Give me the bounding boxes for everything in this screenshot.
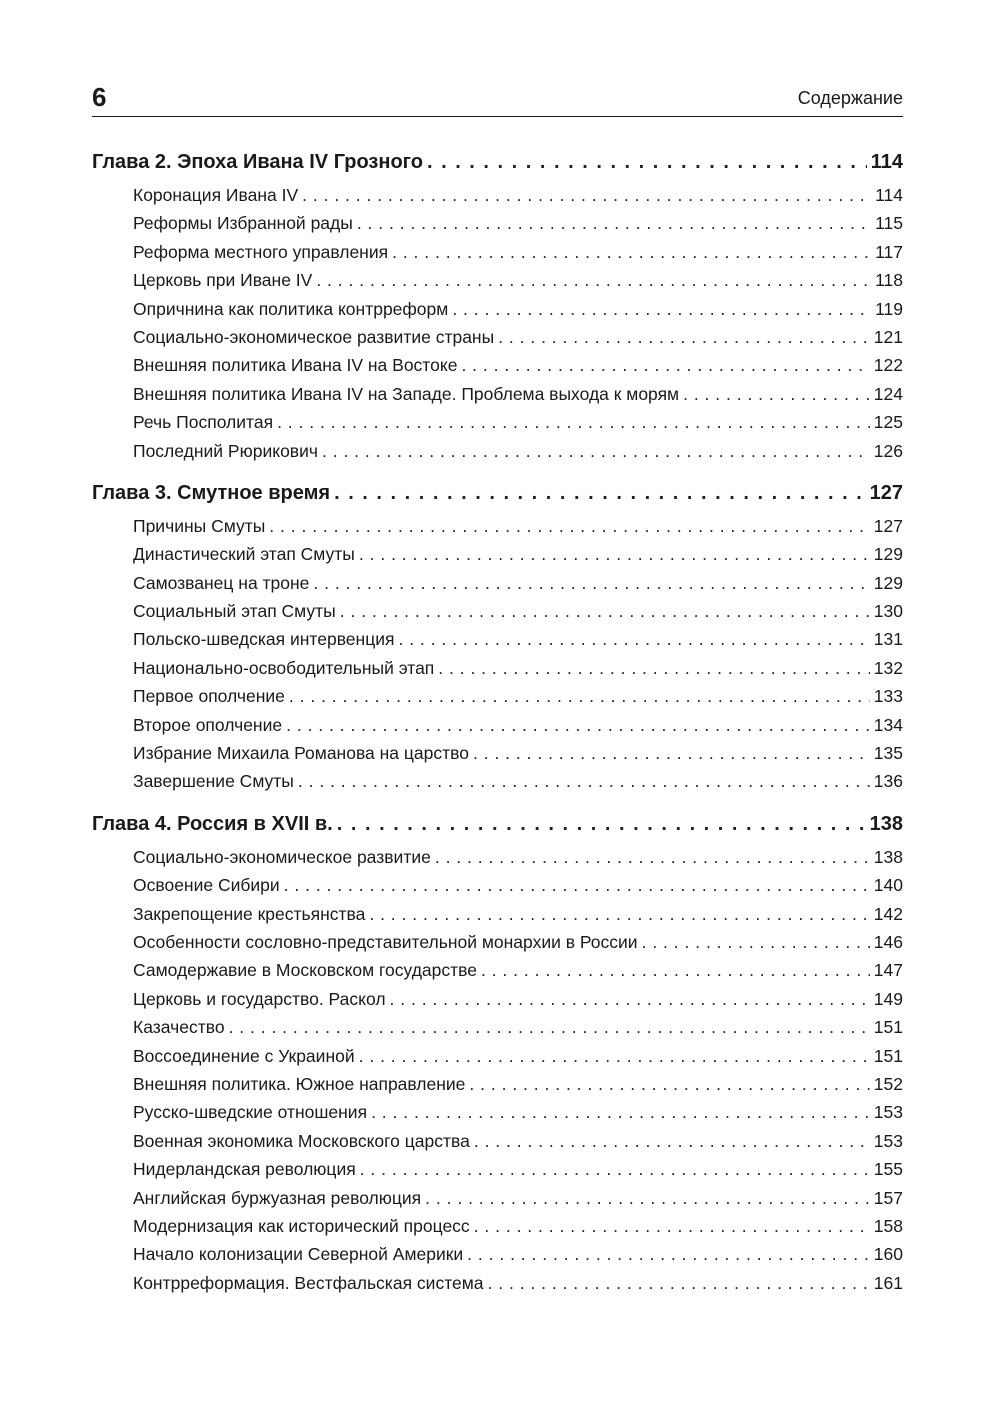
toc-entry bbox=[92, 711, 903, 739]
section-title: Национально-освободительный этап bbox=[133, 657, 435, 678]
section-page-number: 131 bbox=[873, 629, 903, 650]
toc-chapter bbox=[92, 146, 903, 465]
section-page-number: 157 bbox=[873, 1187, 903, 1208]
dot-leader bbox=[392, 238, 871, 266]
section-title: Завершение Смуты bbox=[133, 771, 294, 792]
section-title: Особенности сословно-представительной монархии в России bbox=[133, 931, 638, 952]
dot-leader bbox=[473, 739, 870, 767]
section-page-number: 119 bbox=[875, 298, 903, 319]
section-title: Избрание Михаила Романова на царство bbox=[133, 743, 469, 764]
section-page-number: 130 bbox=[873, 601, 903, 622]
toc-entry bbox=[92, 351, 903, 379]
dot-leader bbox=[286, 711, 870, 739]
dot-leader bbox=[229, 1013, 870, 1041]
section-page-number: 136 bbox=[873, 771, 903, 792]
section-title: Династический этап Смуты bbox=[133, 544, 355, 565]
section-page-number: 133 bbox=[873, 686, 903, 707]
dot-leader bbox=[452, 295, 871, 323]
section-title: Внешняя политика Ивана IV на Востоке bbox=[133, 355, 458, 376]
section-title: Коронация Ивана IV bbox=[133, 185, 299, 205]
section-page-number: 151 bbox=[873, 1045, 903, 1066]
dot-leader bbox=[461, 351, 869, 379]
section-page-number: 135 bbox=[873, 743, 903, 764]
toc-entry bbox=[92, 512, 903, 540]
chapter-title: Глава 4. Россия в XVII в. bbox=[92, 812, 333, 835]
section-page-number: 151 bbox=[873, 1017, 903, 1038]
section-page-number: 153 bbox=[873, 1102, 903, 1123]
toc-entry bbox=[92, 1127, 903, 1155]
toc-entry bbox=[92, 408, 903, 436]
dot-leader bbox=[340, 597, 870, 625]
toc-chapter bbox=[92, 808, 903, 1297]
toc-entry bbox=[92, 1013, 903, 1041]
section-title: Социально-экономическое развитие bbox=[133, 846, 431, 867]
section-page-number: 152 bbox=[873, 1073, 903, 1094]
dot-leader bbox=[474, 1127, 870, 1155]
section-title: Освоение Сибири bbox=[133, 875, 280, 896]
section-page-number: 122 bbox=[873, 355, 903, 376]
toc-entry bbox=[92, 209, 903, 237]
section-title: Социальный этап Смуты bbox=[133, 601, 336, 622]
toc-entry bbox=[92, 437, 903, 465]
section-title: Первое ополчение bbox=[133, 686, 285, 707]
chapter-page-number: 114 bbox=[870, 151, 903, 173]
chapter-heading bbox=[92, 808, 903, 840]
section-title: Социально-экономическое развитие страны bbox=[133, 326, 495, 347]
section-title: Последний Рюрикович bbox=[133, 440, 318, 461]
section-title: Внешняя политика Ивана IV на Западе. Проблема выхода к морям bbox=[133, 383, 680, 404]
section-page-number: 146 bbox=[873, 931, 903, 952]
dot-leader bbox=[435, 843, 870, 871]
toc-entry bbox=[92, 985, 903, 1013]
dot-leader bbox=[488, 1269, 870, 1297]
dot-leader bbox=[298, 767, 870, 795]
chapter-page-number: 127 bbox=[869, 481, 903, 504]
section-page-number: 158 bbox=[873, 1215, 903, 1236]
dot-leader bbox=[316, 266, 871, 294]
dot-leader bbox=[334, 477, 866, 509]
section-title: Речь Посполитая bbox=[133, 412, 274, 433]
dot-leader bbox=[313, 569, 869, 597]
section-title: Казачество bbox=[133, 1017, 225, 1038]
section-title: Причины Смуты bbox=[133, 515, 266, 536]
toc-entry bbox=[92, 569, 903, 597]
dot-leader bbox=[683, 380, 870, 408]
toc-entry bbox=[92, 266, 903, 294]
chapter-heading bbox=[92, 146, 903, 178]
toc-entry bbox=[92, 597, 903, 625]
dot-leader bbox=[467, 1240, 870, 1268]
section-title: Самозванец на троне bbox=[133, 572, 310, 593]
dot-leader bbox=[337, 808, 866, 840]
section-title: Реформы Избранной рады bbox=[133, 213, 353, 234]
section-page-number: 126 bbox=[873, 440, 903, 461]
dot-leader bbox=[481, 956, 870, 984]
section-page-number: 138 bbox=[873, 846, 903, 867]
dot-leader bbox=[322, 437, 870, 465]
section-page-number: 129 bbox=[873, 572, 903, 593]
toc-entry bbox=[92, 540, 903, 568]
toc-entry bbox=[92, 739, 903, 767]
chapter-title: Глава 3. Смутное время bbox=[92, 481, 331, 504]
section-title: Английская буржуазная революция bbox=[133, 1187, 422, 1208]
table-of-contents bbox=[92, 146, 903, 1309]
section-title: Воссоединение с Украиной bbox=[133, 1045, 355, 1066]
dot-leader bbox=[371, 1098, 870, 1126]
toc-entry bbox=[92, 871, 903, 899]
toc-entry bbox=[92, 323, 903, 351]
section-page-number: 114 bbox=[875, 185, 903, 205]
chapter-page-number: 138 bbox=[869, 812, 903, 835]
section-page-number: 140 bbox=[873, 875, 903, 896]
dot-leader bbox=[427, 146, 867, 178]
section-page-number: 153 bbox=[873, 1130, 903, 1151]
toc-entry bbox=[92, 654, 903, 682]
dot-leader bbox=[474, 1212, 870, 1240]
toc-entry bbox=[92, 682, 903, 710]
toc-entry bbox=[92, 767, 903, 795]
dot-leader bbox=[398, 625, 869, 653]
toc-entry bbox=[92, 380, 903, 408]
toc-entry bbox=[92, 1070, 903, 1098]
section-title: Военная экономика Московского царства bbox=[133, 1130, 470, 1151]
section-title: Закрепощение крестьянства bbox=[133, 903, 366, 924]
section-title: Опричнина как политика контрреформ bbox=[133, 298, 449, 319]
section-list bbox=[92, 181, 903, 465]
toc-entry bbox=[92, 1212, 903, 1240]
section-page-number: 161 bbox=[873, 1272, 903, 1293]
toc-entry bbox=[92, 928, 903, 956]
section-title: Русско-шведские отношения bbox=[133, 1102, 368, 1123]
section-title: Польско-шведская интервенция bbox=[133, 629, 395, 650]
dot-leader bbox=[289, 682, 870, 710]
section-title: Начало колонизации Северной Америки bbox=[133, 1244, 464, 1265]
running-title: Содержание bbox=[797, 88, 903, 108]
dot-leader bbox=[498, 323, 870, 351]
section-list bbox=[92, 843, 903, 1297]
section-page-number: 118 bbox=[875, 270, 903, 291]
toc-entry bbox=[92, 1269, 903, 1297]
section-title: Церковь при Иване IV bbox=[133, 270, 313, 291]
section-page-number: 127 bbox=[873, 515, 903, 536]
section-page-number: 125 bbox=[873, 412, 903, 433]
toc-entry bbox=[92, 295, 903, 323]
section-page-number: 149 bbox=[873, 988, 903, 1009]
toc-entry bbox=[92, 238, 903, 266]
dot-leader bbox=[269, 512, 870, 540]
toc-entry bbox=[92, 900, 903, 928]
section-title: Контрреформация. Вестфальская система bbox=[133, 1272, 484, 1293]
dot-leader bbox=[360, 1155, 870, 1183]
section-title: Второе ополчение bbox=[133, 714, 283, 735]
toc-entry bbox=[92, 1042, 903, 1070]
section-page-number: 134 bbox=[873, 714, 903, 735]
section-list bbox=[92, 512, 903, 796]
dot-leader bbox=[359, 540, 870, 568]
page-number: 6 bbox=[92, 82, 107, 112]
section-page-number: 129 bbox=[873, 544, 903, 565]
toc-entry bbox=[92, 625, 903, 653]
chapter-heading bbox=[92, 477, 903, 509]
toc-entry bbox=[92, 1240, 903, 1268]
toc-entry bbox=[92, 1184, 903, 1212]
section-page-number: 117 bbox=[875, 241, 903, 262]
section-page-number: 132 bbox=[873, 657, 903, 678]
toc-entry bbox=[92, 956, 903, 984]
section-page-number: 155 bbox=[873, 1159, 903, 1180]
dot-leader bbox=[425, 1184, 870, 1212]
section-page-number: 160 bbox=[873, 1244, 903, 1265]
dot-leader bbox=[302, 181, 871, 209]
section-title: Реформа местного управления bbox=[133, 241, 389, 262]
dot-leader bbox=[359, 1042, 870, 1070]
dot-leader bbox=[390, 985, 870, 1013]
dot-leader bbox=[277, 408, 870, 436]
chapter-title: Глава 2. Эпоха Ивана IV Грозного bbox=[92, 151, 423, 173]
dot-leader bbox=[469, 1070, 869, 1098]
section-page-number: 142 bbox=[873, 903, 903, 924]
dot-leader bbox=[438, 654, 870, 682]
toc-chapter bbox=[92, 477, 903, 796]
page-header bbox=[92, 78, 903, 117]
section-title: Церковь и государство. Раскол bbox=[133, 988, 386, 1009]
section-title: Нидерландская революция bbox=[133, 1159, 356, 1180]
dot-leader bbox=[369, 900, 869, 928]
section-page-number: 115 bbox=[875, 213, 903, 234]
toc-entry bbox=[92, 181, 903, 209]
dot-leader bbox=[284, 871, 870, 899]
toc-entry bbox=[92, 843, 903, 871]
toc-entry bbox=[92, 1098, 903, 1126]
dot-leader bbox=[642, 928, 870, 956]
section-page-number: 121 bbox=[873, 326, 903, 347]
dot-leader bbox=[357, 209, 871, 237]
section-title: Самодержавие в Московском государстве bbox=[133, 960, 477, 981]
section-title: Модернизация как исторический процесс bbox=[133, 1215, 470, 1236]
section-page-number: 124 bbox=[873, 383, 903, 404]
toc-entry bbox=[92, 1155, 903, 1183]
section-page-number: 147 bbox=[873, 960, 903, 981]
section-title: Внешняя политика. Южное направление bbox=[133, 1073, 466, 1094]
